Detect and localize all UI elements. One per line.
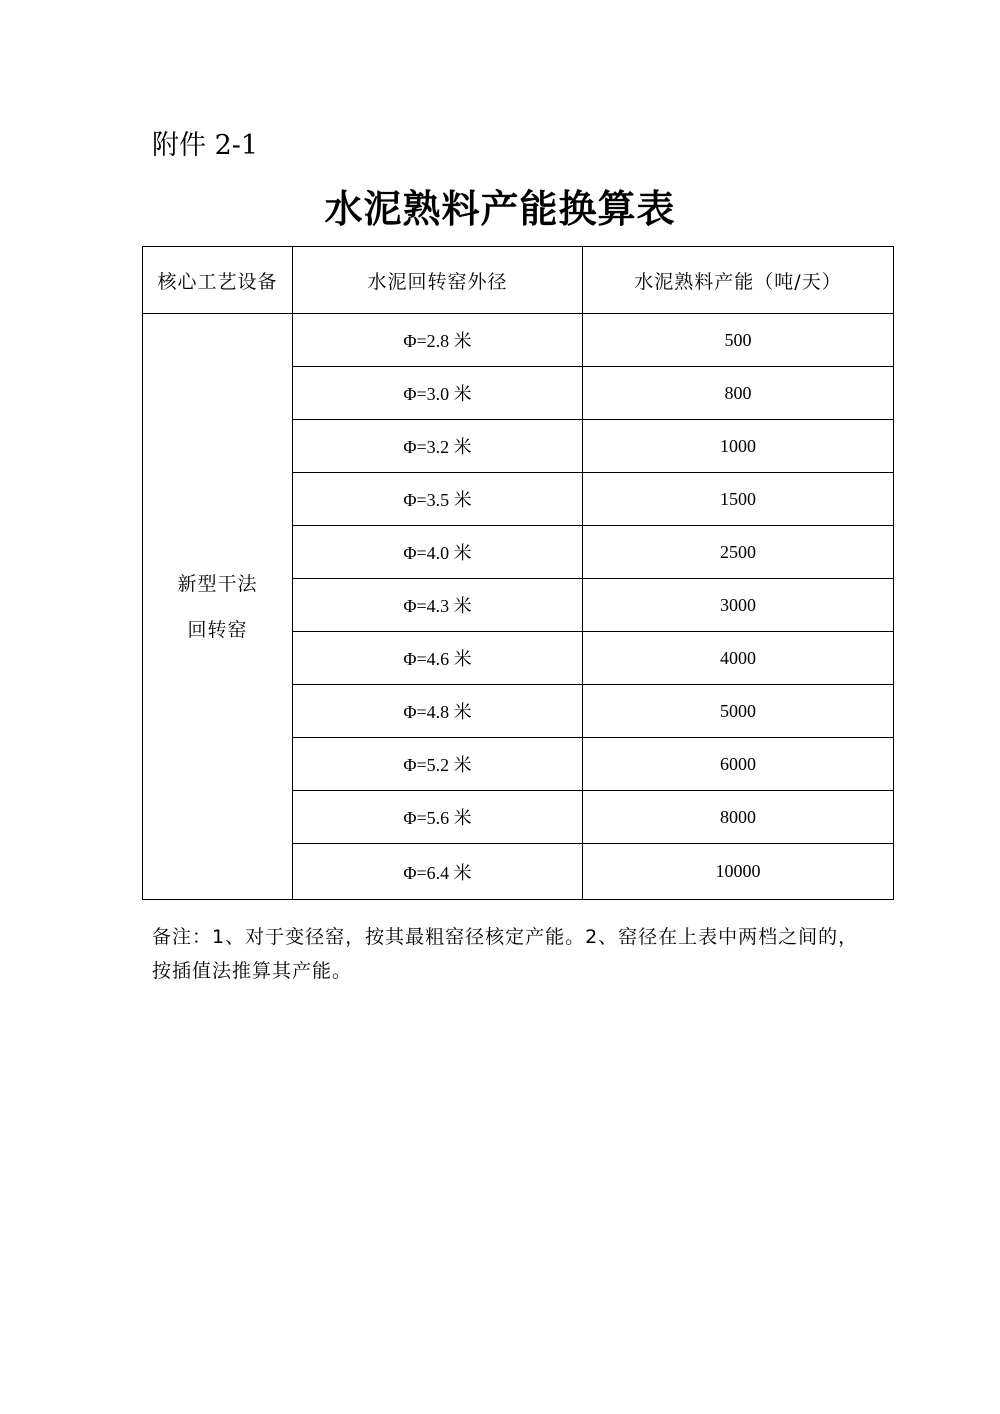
diameter-cell: Φ=4.0 米 bbox=[293, 526, 583, 579]
equipment-cell bbox=[143, 314, 293, 900]
diameter-cell: Φ=5.2 米 bbox=[293, 738, 583, 791]
diameter-cell: Φ=6.4 米 bbox=[293, 844, 583, 900]
diameter-cell: Φ=5.6 米 bbox=[293, 791, 583, 844]
diameter-cell: Φ=4.6 米 bbox=[293, 632, 583, 685]
remark-line2: 按插值法推算其产能。 bbox=[152, 960, 353, 982]
remark-line1: 备注：1、对于变径窑，按其最粗窑径核定产能。2、窑径在上表中两档之间的， bbox=[152, 926, 859, 948]
page-title: 水泥熟料产能换算表 bbox=[324, 186, 676, 231]
diameter-cell: Φ=3.0 米 bbox=[293, 367, 583, 420]
remark-note bbox=[152, 920, 872, 988]
capacity-cell: 5000 bbox=[583, 685, 894, 738]
equipment-label-line1: 新型干法 bbox=[177, 572, 258, 595]
equipment-label-line2: 回转窑 bbox=[187, 618, 248, 641]
table-header-row bbox=[143, 247, 894, 314]
capacity-cell: 800 bbox=[583, 367, 894, 420]
diameter-cell: Φ=3.2 米 bbox=[293, 420, 583, 473]
table-row bbox=[143, 314, 894, 367]
diameter-cell: Φ=4.8 米 bbox=[293, 685, 583, 738]
header-kiln-diameter: 水泥回转窑外径 bbox=[293, 247, 583, 314]
capacity-cell: 500 bbox=[583, 314, 894, 367]
header-clinker-capacity: 水泥熟料产能（吨/天） bbox=[583, 247, 894, 314]
capacity-cell: 1500 bbox=[583, 473, 894, 526]
attachment-label: 附件 2-1 bbox=[152, 130, 259, 161]
diameter-cell: Φ=2.8 米 bbox=[293, 314, 583, 367]
header-core-equipment: 核心工艺设备 bbox=[143, 247, 293, 314]
capacity-cell: 8000 bbox=[583, 791, 894, 844]
capacity-cell: 2500 bbox=[583, 526, 894, 579]
capacity-cell: 1000 bbox=[583, 420, 894, 473]
capacity-conversion-table bbox=[142, 246, 894, 900]
capacity-cell: 3000 bbox=[583, 579, 894, 632]
capacity-cell: 10000 bbox=[583, 844, 894, 900]
diameter-cell: Φ=3.5 米 bbox=[293, 473, 583, 526]
diameter-cell: Φ=4.3 米 bbox=[293, 579, 583, 632]
capacity-cell: 6000 bbox=[583, 738, 894, 791]
capacity-cell: 4000 bbox=[583, 632, 894, 685]
